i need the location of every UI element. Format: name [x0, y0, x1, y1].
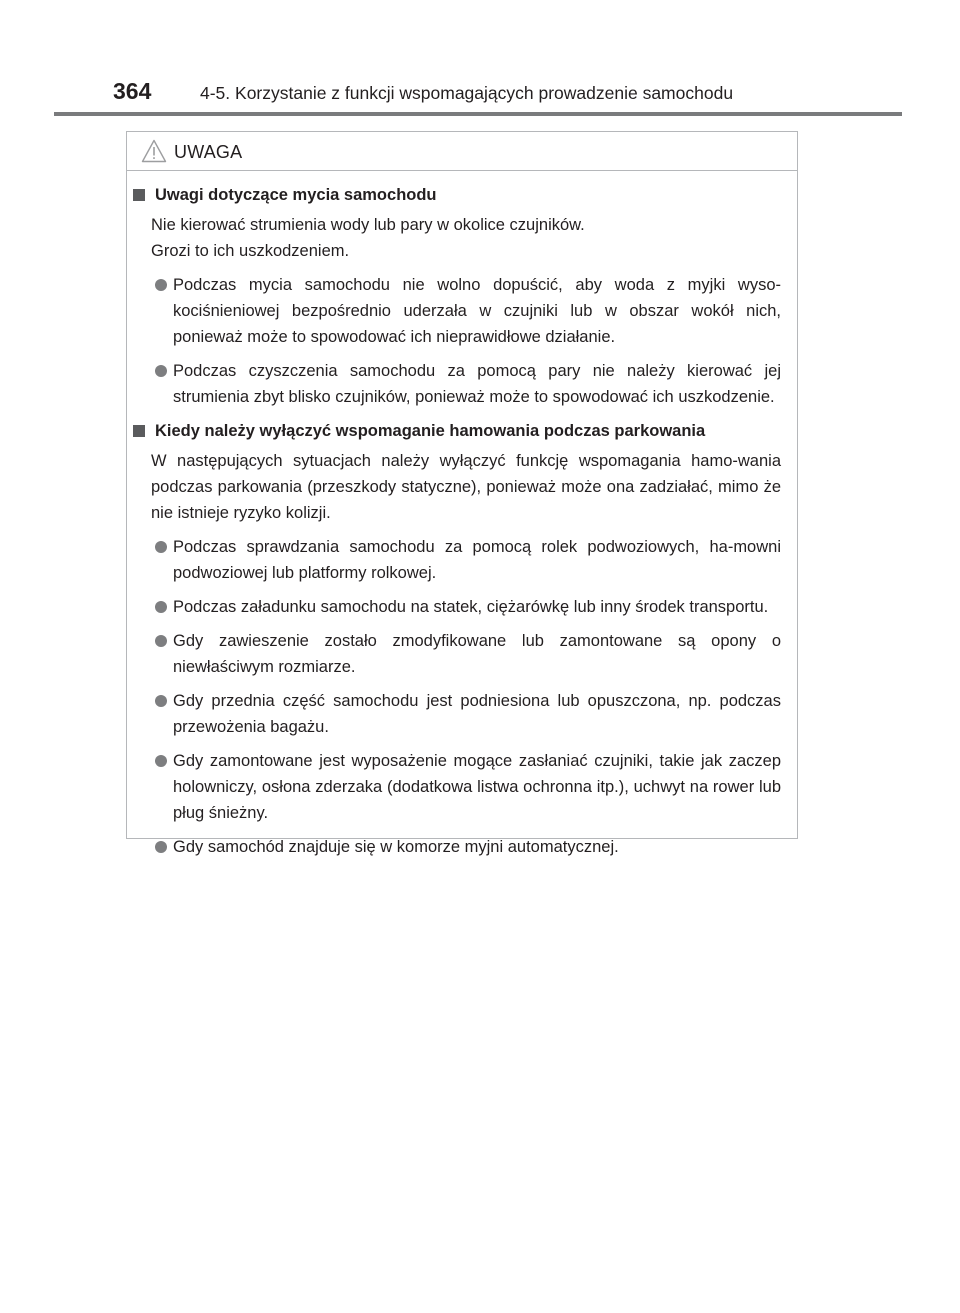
- section-intro: [127, 212, 797, 264]
- list-item: [127, 834, 797, 860]
- round-bullet-icon: [155, 695, 167, 707]
- section-heading-text: Kiedy należy wyłączyć wspomaganie hamowania podczas parkowania: [155, 422, 706, 440]
- section-intro: W następujących sytuacjach należy wyłączyć funkcję wspomagania hamo-wania podczas parkowania (przeszkody statyczne), ponieważ może ona zadziałać, mimo że nie istnieje ryzyko kolizji.: [151, 452, 781, 522]
- section-heading: [127, 182, 797, 208]
- section-heading-text: Uwagi dotyczące mycia samochodu: [155, 186, 437, 204]
- list-item-text: Gdy zawieszenie zostało zmodyfikowane lub zamontowane są opony o niewłaściwym rozmiarze.: [173, 632, 781, 676]
- list-item-text: Podczas załadunku samochodu na statek, ciężarówkę lub inny środek transportu.: [173, 598, 769, 616]
- round-bullet-icon: [155, 541, 167, 553]
- round-bullet-icon: [155, 279, 167, 291]
- list-item-text: Podczas czyszczenia samochodu za pomocą pary nie należy kierować jej strumienia zbyt blisko czujników, ponieważ może to spowodować ich uszkodzenie.: [173, 362, 781, 406]
- square-bullet-icon: [133, 189, 145, 201]
- list-item-text: Podczas sprawdzania samochodu za pomocą rolek podwoziowych, ha-mowni podwoziowej lub platformy rolkowej.: [173, 538, 781, 582]
- intro-line: Grozi to ich uszkodzeniem.: [151, 242, 350, 260]
- list-item-text: Gdy samochód znajduje się w komorze myjni automatycznej.: [173, 838, 619, 856]
- header-divider: [54, 112, 902, 116]
- warning-content: [127, 180, 797, 860]
- list-item: [127, 534, 797, 586]
- list-item: [127, 358, 797, 410]
- round-bullet-icon: [155, 635, 167, 647]
- warning-title: UWAGA: [174, 142, 243, 162]
- round-bullet-icon: [155, 601, 167, 613]
- list-item-text: Podczas mycia samochodu nie wolno dopuścić, aby woda z myjki wyso-kociśnieniowej bezpośrednio uderzała w czujniki lub w obszar wokół nich, ponieważ może to spowodować ich nieprawidłowe działanie.: [173, 276, 781, 346]
- list-item: [127, 628, 797, 680]
- page-number: 364: [113, 78, 152, 104]
- list-item-text: Gdy zamontowane jest wyposażenie mogące zasłaniać czujniki, takie jak zaczep holowniczy, osłona zderzaka (dodatkowa listwa ochronna itp.), uchwyt na rower lub pług śnieżny.: [173, 752, 781, 822]
- warning-triangle-icon: [141, 139, 167, 163]
- warning-header: [127, 132, 797, 171]
- round-bullet-icon: [155, 755, 167, 767]
- round-bullet-icon: [155, 365, 167, 377]
- list-item: [127, 594, 797, 620]
- warning-box: [126, 131, 798, 856]
- chapter-title: 4-5. Korzystanie z funkcji wspomagających prowadzenie samochodu: [200, 83, 734, 103]
- section-heading: [127, 418, 797, 444]
- intro-line: Nie kierować strumienia wody lub pary w okolice czujników.: [151, 216, 585, 234]
- page-header: [54, 76, 902, 116]
- list-item: [127, 272, 797, 350]
- square-bullet-icon: [133, 425, 145, 437]
- list-item: [127, 748, 797, 826]
- round-bullet-icon: [155, 841, 167, 853]
- list-item: [127, 688, 797, 740]
- list-item-text: Gdy przednia część samochodu jest podniesiona lub opuszczona, np. podczas przewożenia bagażu.: [173, 692, 781, 736]
